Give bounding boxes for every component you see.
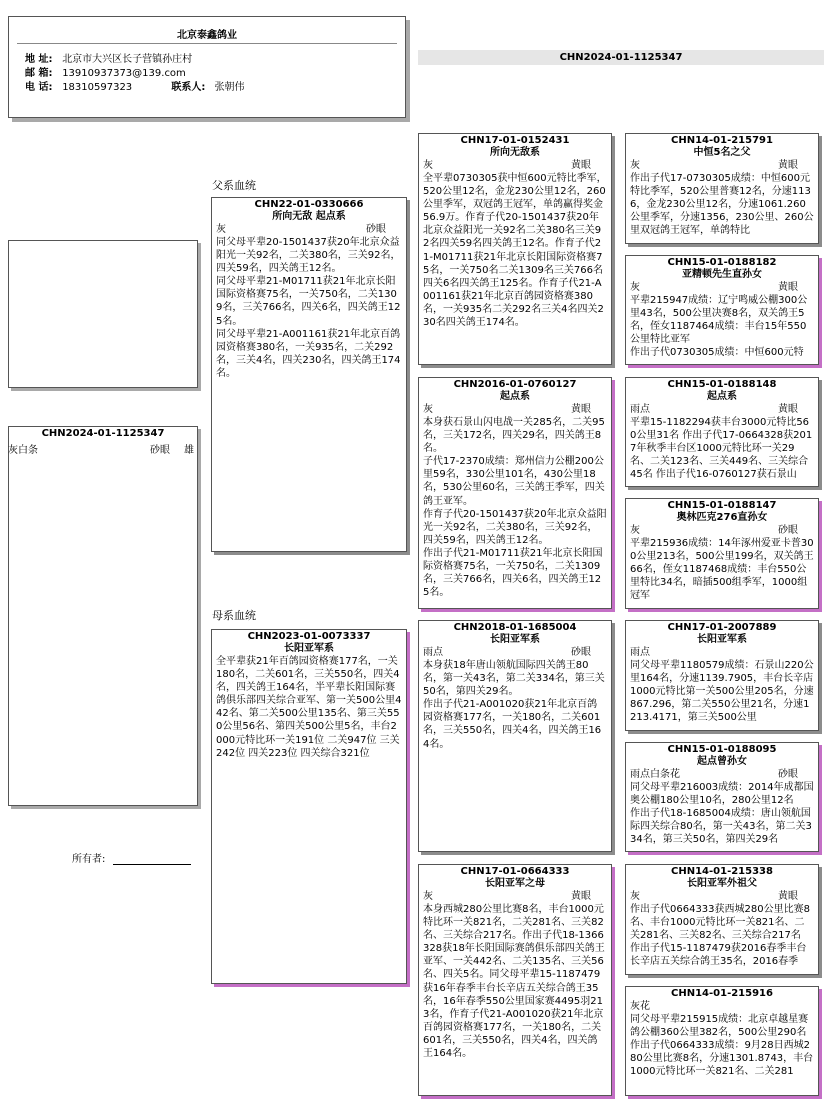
dam-dam-card bbox=[418, 864, 612, 1096]
dds-color: 灰 bbox=[630, 891, 640, 902]
contact-label: 联系人: bbox=[171, 82, 206, 93]
sire-eye: 砂眼 bbox=[366, 224, 386, 235]
phone-row bbox=[25, 81, 245, 95]
dds-name: 长阳亚军外祖父 bbox=[687, 878, 757, 889]
sds-card bbox=[625, 377, 819, 487]
ssd-eye: 黄眼 bbox=[778, 282, 798, 293]
sire-card bbox=[211, 197, 407, 552]
dam-dam-color: 灰 bbox=[423, 891, 433, 902]
sds-color: 雨点 bbox=[630, 404, 650, 415]
header-divider bbox=[17, 43, 397, 44]
sire-name: 所向无敌 起点系 bbox=[272, 211, 346, 222]
dss-name: 长阳亚军系 bbox=[697, 634, 747, 645]
sdd-card bbox=[625, 498, 819, 609]
dam-dam-attributes bbox=[419, 890, 611, 903]
dds-description: 作出子代0664333获西城280公里比赛8名、丰台1000元特比环一关821名、二关281名、三关82名、三关综合217名 作出子代15-1187479获2016春季丰台长辛店五关综合鸽王35名，2016春季 bbox=[630, 904, 810, 968]
ddd-color: 灰花 bbox=[630, 1001, 650, 1012]
dam-name: 长阳亚军系 bbox=[284, 643, 334, 654]
dam-sire-color: 雨点 bbox=[423, 647, 443, 658]
dds-card bbox=[625, 864, 819, 975]
ddd-ring: CHN14-01-215916 bbox=[671, 988, 773, 999]
owner-field bbox=[72, 850, 191, 865]
ssd-attributes bbox=[626, 281, 818, 294]
dam-ring: CHN2023-01-0073337 bbox=[247, 631, 371, 642]
dds-eye: 黄眼 bbox=[778, 891, 798, 902]
phone-value: 18310597323 bbox=[62, 82, 133, 93]
dss-description: 同父母平辈1180579成绩：石景山220公里164名，分速1139.7905，丰台长辛店1000元特比第一关500公里205名，分速867.296，第二关550公里21名，分速1213.4171，第三关500公里 bbox=[630, 660, 814, 724]
dam-dam-description: 本身西城280公里比赛8名，丰台1000元特比环一关821名，二关281名、三关82名、三关综合217名。作出子代18-1366328获18年长阳国际赛鸽俱乐部四关鸽王亚军、一关442名、二关135名、三关56名、四关5名。同父母平辈15-1187479获16年春季丰台长辛店五关综合鸽王35名，16年春季550公里国家赛4495羽213名，作育子代21-A001020获21年北京百鸽园资格赛177名，一关180名，二关601名，三关550名，四关4名，四关鸽王164名。 bbox=[423, 904, 605, 1060]
dsd-attributes bbox=[626, 768, 818, 781]
subject-upper-box bbox=[8, 240, 198, 388]
breeder-name: 北京泰鑫鸽业 bbox=[177, 30, 237, 41]
dam-dam-ring: CHN17-01-0664333 bbox=[460, 866, 570, 877]
sdd-ring: CHN15-01-0188147 bbox=[667, 500, 777, 511]
dam-card bbox=[211, 629, 407, 984]
subject-sex: 雄 bbox=[184, 445, 194, 456]
sss-ring: CHN14-01-215791 bbox=[671, 135, 773, 146]
sds-ring: CHN15-01-0188148 bbox=[667, 379, 777, 390]
father-line-label: 父系血统 bbox=[212, 179, 256, 192]
dsd-description: 同父母平辈216003成绩：2014年成都国奥公棚180公里10名，280公里12名 作出子代18-1685004成绩：唐山领航国际四关综合80名，第一关43名，第二关334名，第三关50名，第四关29名 bbox=[630, 782, 814, 846]
subject-card bbox=[8, 426, 198, 806]
sire-sire-description: 全平辈0730305获中恒600元特比季军，520公里12名，金龙230公里12名，260公里季军，双冠鸽王冠军，单鸽赢得奖金56.9万。作育子代20-1501437获20年北京众益阳光一关92名二关380名三关92名四关59名四关鸽王12名。作育子代21-M01711获21年北京长阳国际资格赛75名，一关750名二关1309名三关766名四关6名四关鸽王125名。作育子代21-A001161获21年北京百鸽园资格赛380名，一关935名二关292名三关4名四关230名四关鸽王174名。 bbox=[423, 173, 607, 329]
pedigree-ring-banner: CHN2024-01-1125347 bbox=[418, 50, 824, 65]
dds-ring: CHN14-01-215338 bbox=[671, 866, 773, 877]
ssd-card bbox=[625, 255, 819, 365]
dam-sire-attributes bbox=[419, 646, 611, 659]
sss-eye: 黄眼 bbox=[778, 160, 798, 171]
dam-dam-eye: 黄眼 bbox=[571, 891, 591, 902]
dss-attributes bbox=[626, 646, 818, 659]
breeder-header-card bbox=[8, 16, 406, 118]
sire-sire-name: 所向无敌系 bbox=[490, 147, 540, 158]
sire-dam-ring: CHN2016-01-0760127 bbox=[453, 379, 577, 390]
dds-attributes bbox=[626, 890, 818, 903]
sds-eye: 黄眼 bbox=[778, 404, 798, 415]
dss-card bbox=[625, 620, 819, 731]
ssd-color: 灰 bbox=[630, 282, 640, 293]
dam-dam-name: 长阳亚军之母 bbox=[485, 878, 545, 889]
dss-color: 雨点 bbox=[630, 647, 650, 658]
mother-line-label: 母系血统 bbox=[212, 609, 256, 622]
dsd-name: 起点曾孙女 bbox=[697, 756, 747, 767]
address-label: 地 址: bbox=[25, 54, 53, 65]
subject-ring: CHN2024-01-1125347 bbox=[41, 428, 165, 439]
dsd-eye: 砂眼 bbox=[778, 769, 798, 780]
owner-label: 所有者: bbox=[72, 854, 106, 865]
sire-sire-eye: 黄眼 bbox=[571, 160, 591, 171]
phone-label: 电 话: bbox=[25, 82, 53, 93]
sire-sire-color: 灰 bbox=[423, 160, 433, 171]
sire-sire-card bbox=[418, 133, 612, 365]
sdd-eye: 砂眼 bbox=[778, 525, 798, 536]
contact-value: 张朝伟 bbox=[214, 82, 245, 93]
subject-attributes bbox=[8, 441, 198, 456]
sss-color: 灰 bbox=[630, 160, 640, 171]
sire-sire-ring: CHN17-01-0152431 bbox=[460, 135, 570, 146]
sdd-description: 平辈215936成绩：14年涿州爱亚卡普300公里213名，500公里199名，双关鸽王66名，侄女1187468成绩：丰台550公里特比34名，暗插500组季军，1000组冠军 bbox=[630, 538, 814, 602]
dam-description: 全平辈获21年百鸽园资格赛177名，一关180名，二关601名，三关550名，四关4名，四关鸽王164名，半平辈长阳国际赛鸽俱乐部四关综合亚军、第一关500公里442名、第二关500公里135名、第三关550公里56名、第四关500公里5名，丰台2000元特比环一关191位 二关947位 三关242位 四关223位 四关综合321位 bbox=[216, 656, 402, 759]
sds-description: 平辈15-1182294获丰台3000元特比560公里31名 作出子代17-0664328获2017年秋季丰台区1000元特比环一关29名、二关123名、三关449名、三关综合45名 作出子代16-0760127获石景山 bbox=[630, 417, 813, 481]
ssd-ring: CHN15-01-0188182 bbox=[667, 257, 777, 268]
sire-dam-color: 灰 bbox=[423, 404, 433, 415]
dam-sire-card bbox=[418, 620, 612, 852]
sss-card bbox=[625, 133, 819, 244]
sire-description: 同父母平辈20-1501437获20年北京众益阳光一关92名，二关380名，三关92名，四关59名，四关鸽王12名。 同父母平辈21-M01711获21年北京长阳国际资格赛75名，一关750名，二关1309名，三关766名，四关6名，四关鸽王125名。 同父母平辈21-A001161获21年北京百鸽园资格赛380名，一关935名，二关292名，三关4名，四关230名，四关鸽王174名。 bbox=[216, 237, 401, 379]
dss-ring: CHN17-01-2007889 bbox=[667, 622, 777, 633]
email-label: 邮 箱: bbox=[25, 68, 53, 79]
sss-description: 作出子代17-0730305成绩：中恒600元特比季军，520公里普赛12名，分速1136，金龙230公里12名，分速1061.260公里季军，分速1356，230公里、260公里双冠鸽王冠军，单鸽特比 bbox=[630, 173, 814, 237]
owner-signature-line bbox=[113, 855, 191, 865]
dam-sire-ring: CHN2018-01-1685004 bbox=[453, 622, 577, 633]
dam-sire-name: 长阳亚军系 bbox=[490, 634, 540, 645]
sire-dam-eye: 黄眼 bbox=[571, 404, 591, 415]
sss-name: 中恒5名之父 bbox=[693, 147, 751, 158]
sire-dam-card bbox=[418, 377, 612, 609]
sds-name: 起点系 bbox=[707, 391, 737, 402]
dsd-color: 雨点白条花 bbox=[630, 769, 680, 780]
sss-attributes bbox=[626, 159, 818, 172]
sdd-color: 灰 bbox=[630, 525, 640, 536]
dsd-ring: CHN15-01-0188095 bbox=[667, 744, 777, 755]
ssd-name: 亚精顿先生直孙女 bbox=[682, 269, 762, 280]
sdd-name: 奥林匹克276直孙女 bbox=[676, 512, 768, 523]
address-value: 北京市大兴区长子营镇孙庄村 bbox=[62, 54, 193, 65]
email-row bbox=[25, 67, 186, 81]
ddd-description: 同父母平辈215915成绩：北京卓越星赛鸽公棚360公里382名，500公里290名 作出子代0664333成绩：9月28日西城280公里比赛8名，分速1301.8743，丰台1000元特比环一关821名、二关281 bbox=[630, 1014, 814, 1078]
email-value: 13910937373@139.com bbox=[62, 68, 186, 79]
sire-ring: CHN22-01-0330666 bbox=[254, 199, 364, 210]
ddd-attributes bbox=[626, 1000, 818, 1013]
address-row bbox=[25, 53, 192, 67]
sdd-attributes bbox=[626, 524, 818, 537]
sire-dam-description: 本身获石景山闪电战一关285名，二关95名，三关172名，四关29名，四关鸽王8名。 子代17-2370成绩：郑州信力公棚200公里59名，330公里101名，430公里18名，530公里60名，三关鸽王季军，四关鸽王亚军。 作育子代20-1501437获20年北京众益阳光一关92名，二关380名，三关92名，四关59名，四关鸽王12名。 作出子代21-M01711获21年北京长阳国际资格赛75名，一关750名，二关1309名，三关766名，四关6名，四关鸽王125名。 bbox=[423, 417, 607, 599]
sire-dam-name: 起点系 bbox=[500, 391, 530, 402]
dam-sire-eye: 砂眼 bbox=[571, 647, 591, 658]
sire-sire-attributes bbox=[419, 159, 611, 172]
ddd-card bbox=[625, 986, 819, 1096]
ssd-description: 平辈215947成绩：辽宁鸣威公棚300公里43名，500公里决赛8名，双关鸽王5名，侄女1187464成绩：丰台15年550公里特比亚军 作出子代0730305成绩：中恒600元特 bbox=[630, 295, 808, 359]
dam-sire-description: 本身获18年唐山领航国际四关鸽王80名，第一关43名，第二关334名，第三关50名，第四关29名。 作出子代21-A001020获21年北京百鸽园资格赛177名，一关180名，二关601名，三关550名，四关4名，四关鸽王164名。 bbox=[423, 660, 605, 750]
subject-color: 灰白条 bbox=[8, 445, 38, 456]
subject-eye: 砂眼 bbox=[150, 445, 170, 456]
sire-attributes bbox=[212, 223, 406, 236]
sire-dam-attributes bbox=[419, 403, 611, 416]
sire-color: 灰 bbox=[216, 224, 226, 235]
dsd-card bbox=[625, 742, 819, 852]
sds-attributes bbox=[626, 403, 818, 416]
